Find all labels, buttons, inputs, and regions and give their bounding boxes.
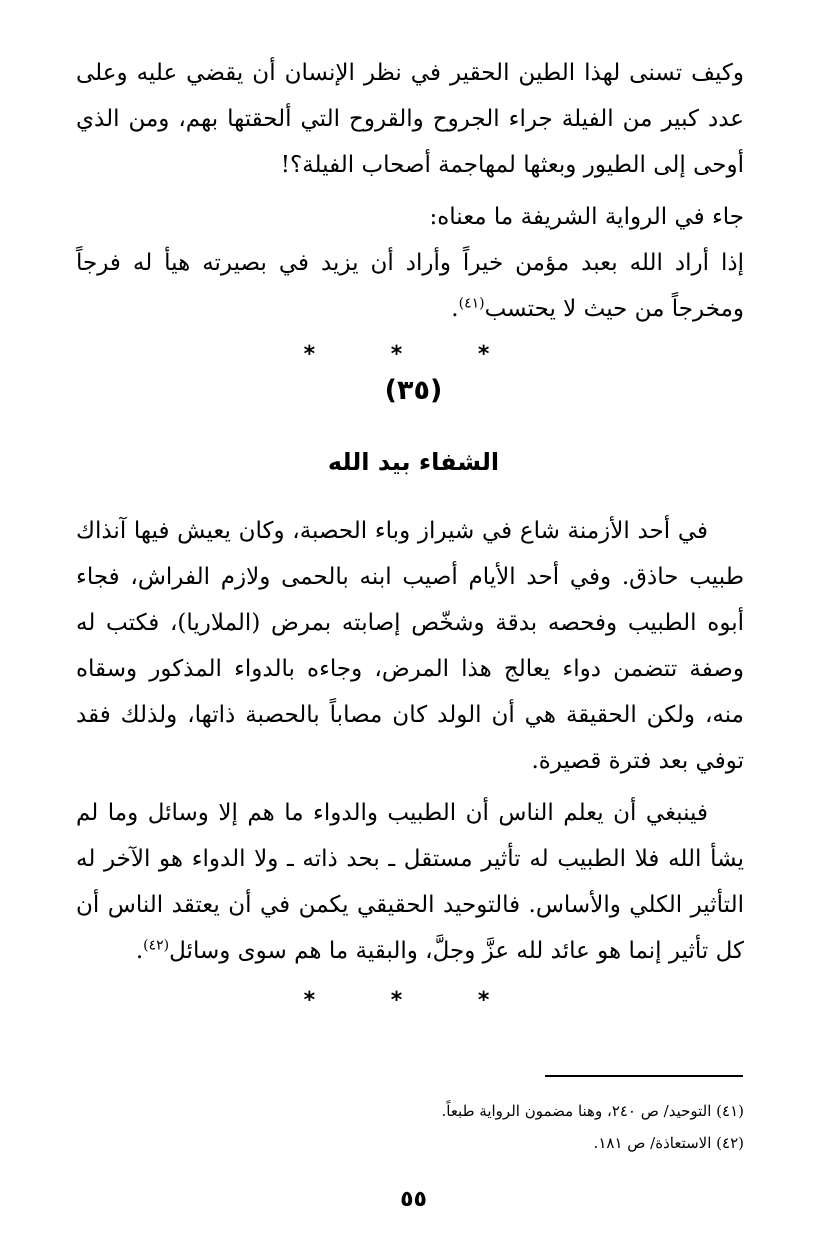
paragraph-text: وكيف تسنى لهذا الطين الحقير في نظر الإنسان أن يقضي عليه وعلى عدد كبير من الفيلة جراء الجروح والقروح التي ألحقتها بهم، ومن الذي أوحى إلى الطيور وبعثها لمهاجمة أصحاب الفيلة؟!	[76, 60, 744, 178]
paragraph-shiraz-story	[76, 508, 744, 784]
paragraph-text-end: .	[135, 938, 144, 964]
paragraph-narration-intro	[76, 194, 744, 240]
section-separator-bottom: * * *	[303, 988, 524, 1013]
footnote-divider	[545, 1075, 743, 1077]
paragraph-text-end: .	[451, 296, 459, 322]
paragraph-text: جاء في الرواية الشريفة ما معناه:	[429, 204, 744, 230]
footnote-ref-42[interactable]: (٤٢)	[143, 937, 170, 954]
footnote-41: (٤١) التوحيد/ ص ٢٤٠، وهنا مضمون الرواية طبعاً.	[441, 1102, 744, 1120]
paragraph-narration-quote	[76, 240, 744, 332]
footnote-ref-41[interactable]: (٤١)	[458, 295, 485, 312]
paragraph-text: فينبغي أن يعلم الناس أن الطبيب والدواء ما هم إلا وسائل وما لم يشأ الله فلا الطبيب له تأثير مستقل ـ بحد ذاته ـ ولا الدواء هو الآخر له التأثير الكلي والأساس. فالتوحيد الحقيقي يكمن في أن يعتقد الناس أن كل تأثير إنما هو عائد لله عزَّ وجلَّ، والبقية ما هم سوى وسائل	[76, 800, 744, 964]
paragraph-text: إذا أراد الله بعبد مؤمن خيراً وأراد أن يزيد في بصيرته هيأ له فرجاً ومخرجاً من حيث لا يحتسب	[76, 250, 744, 322]
page-number: ٥٥	[400, 1187, 427, 1212]
paragraph-text: في أحد الأزمنة شاع في شيراز وباء الحصبة، وكان يعيش فيها آنذاك طبيب حاذق. وفي أحد الأيام أصيب ابنه بالحمى ولازم الفراش، فجاء أبوه الطبيب وفحصه بدقة وشخّص إصابته بمرض (الملاريا)، فكتب له وصفة تتضمن دواء يعالج هذا المرض، وجاءه بالدواء المذكور وسقاه منه، ولكن الحقيقة هي أن الولد كان مصاباً بالحصبة ذاتها، ولذلك فقد توفي بعد فترة قصيرة.	[76, 518, 744, 774]
chapter-title: الشفاء بيد الله	[327, 448, 500, 476]
chapter-number: (٣٥)	[384, 375, 443, 406]
footnote-42: (٤٢) الاستعاذة/ ص ١٨١.	[593, 1134, 744, 1152]
paragraph-elephants-question	[76, 50, 744, 188]
section-separator: * * *	[303, 342, 524, 367]
paragraph-true-monotheism	[76, 790, 744, 974]
